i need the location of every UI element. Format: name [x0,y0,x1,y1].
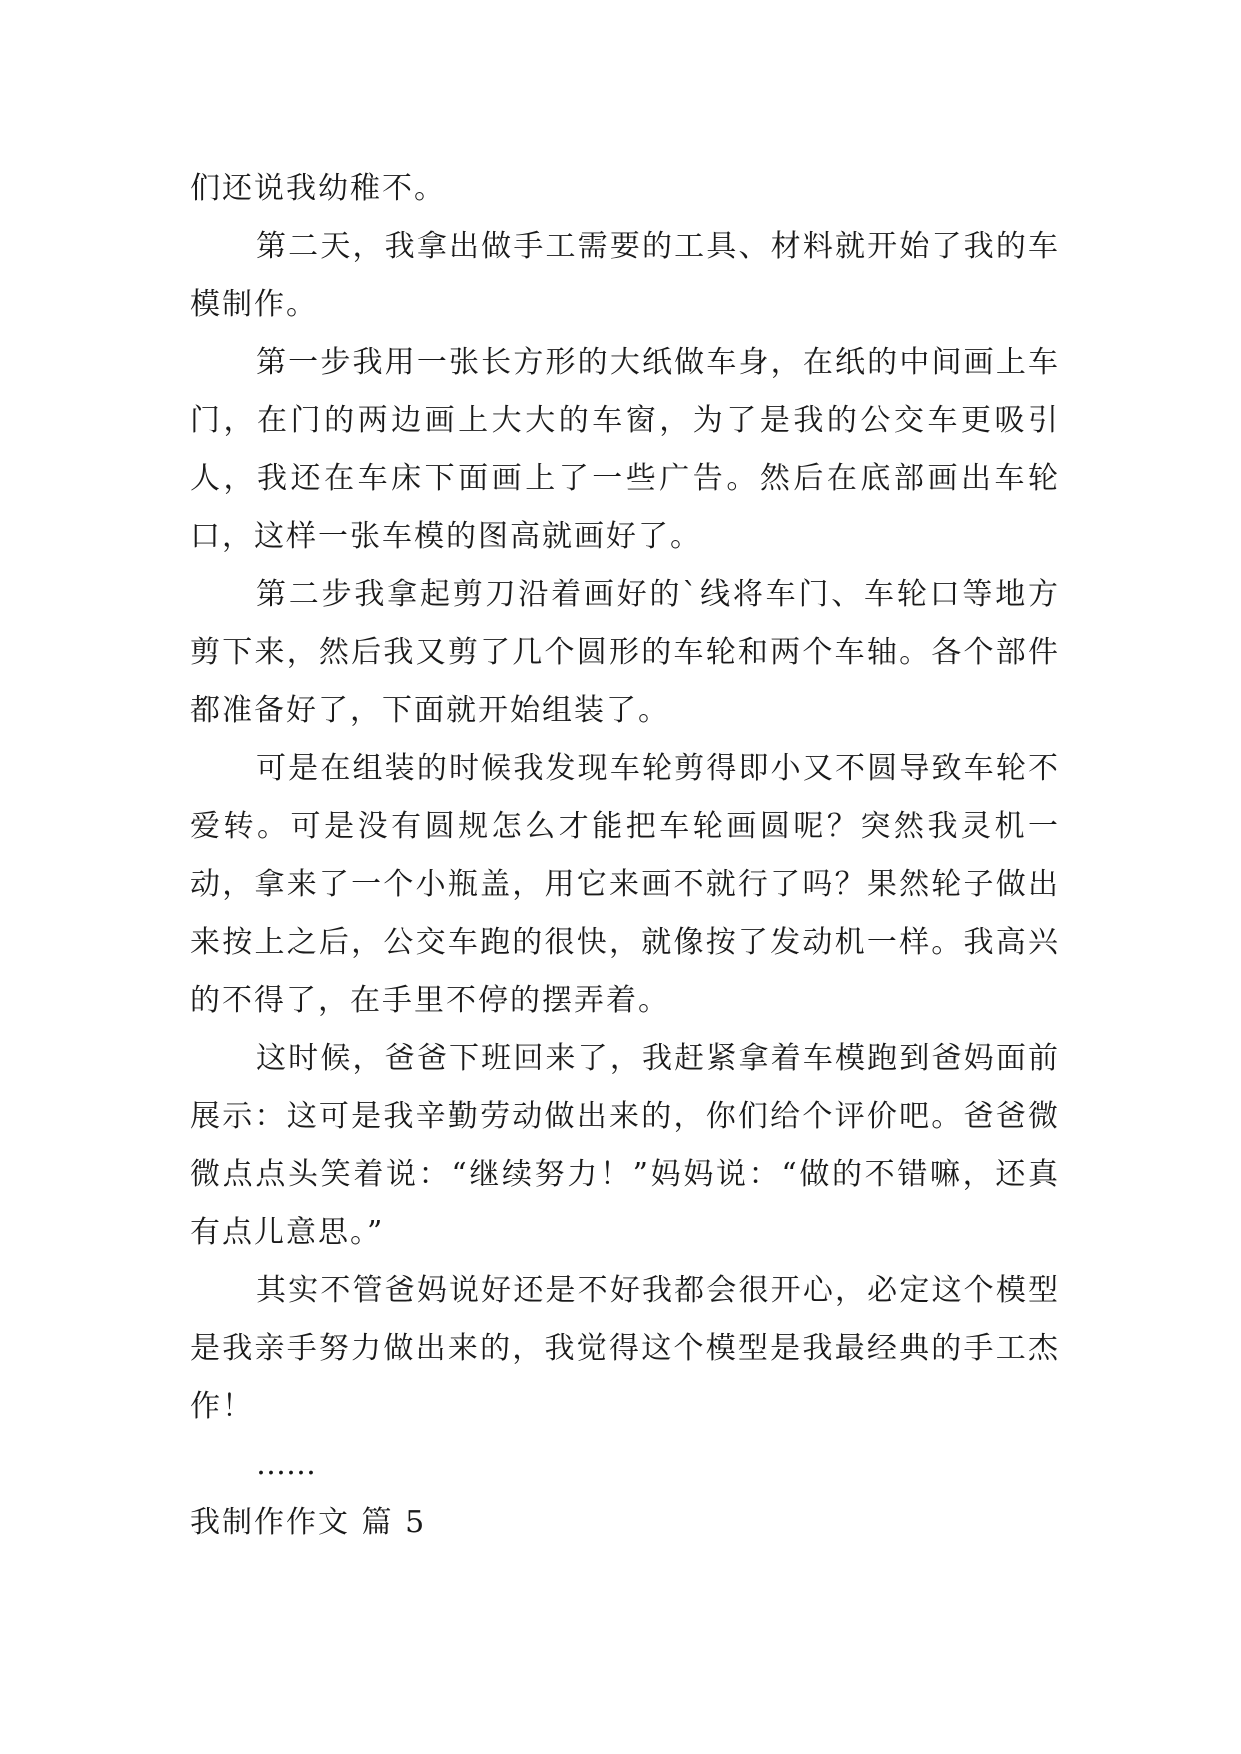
section-heading: 我制作作文 篇 5 [190,1505,427,1540]
paragraph-4: 第二步我拿起剪刀沿着画好的`线将车门、车轮口等地方剪下来，然后我又剪了几个圆形的车轮和两个车轴。各个部件都准备好了，下面就开始组装了。 [190,577,1060,728]
ellipsis: …… [256,1447,316,1482]
paragraph-3: 第一步我用一张长方形的大纸做车身，在纸的中间画上车门，在门的两边画上大大的车窗，为了是我的公交车更吸引人，我还在车床下面画上了一些广告。然后在底部画出车轮口，这样一张车模的图高就画好了。 [190,345,1060,554]
paragraph-7: 其实不管爸妈说好还是不好我都会很开心，必定这个模型是我亲手努力做出来的，我觉得这个模型是我最经典的手工杰作！ [190,1273,1060,1424]
paragraph-1: 们还说我幼稚不。 [190,171,446,206]
paragraph-5: 可是在组装的时候我发现车轮剪得即小又不圆导致车轮不爱转。可是没有圆规怎么才能把车轮画圆呢？突然我灵机一动，拿来了一个小瓶盖，用它来画不就行了吗？果然轮子做出来按上之后，公交车跑的很快，就像按了发动机一样。我高兴的不得了，在手里不停的摆弄着。 [190,751,1060,1018]
document-page [190,160,1060,1552]
paragraph-2: 第二天，我拿出做手工需要的工具、材料就开始了我的车模制作。 [190,229,1060,322]
paragraph-6: 这时候，爸爸下班回来了，我赶紧拿着车模跑到爸妈面前展示：这可是我辛勤劳动做出来的，你们给个评价吧。爸爸微微点点头笑着说：“继续努力！”妈妈说：“做的不错嘛，还真有点儿意思。” [190,1041,1060,1250]
